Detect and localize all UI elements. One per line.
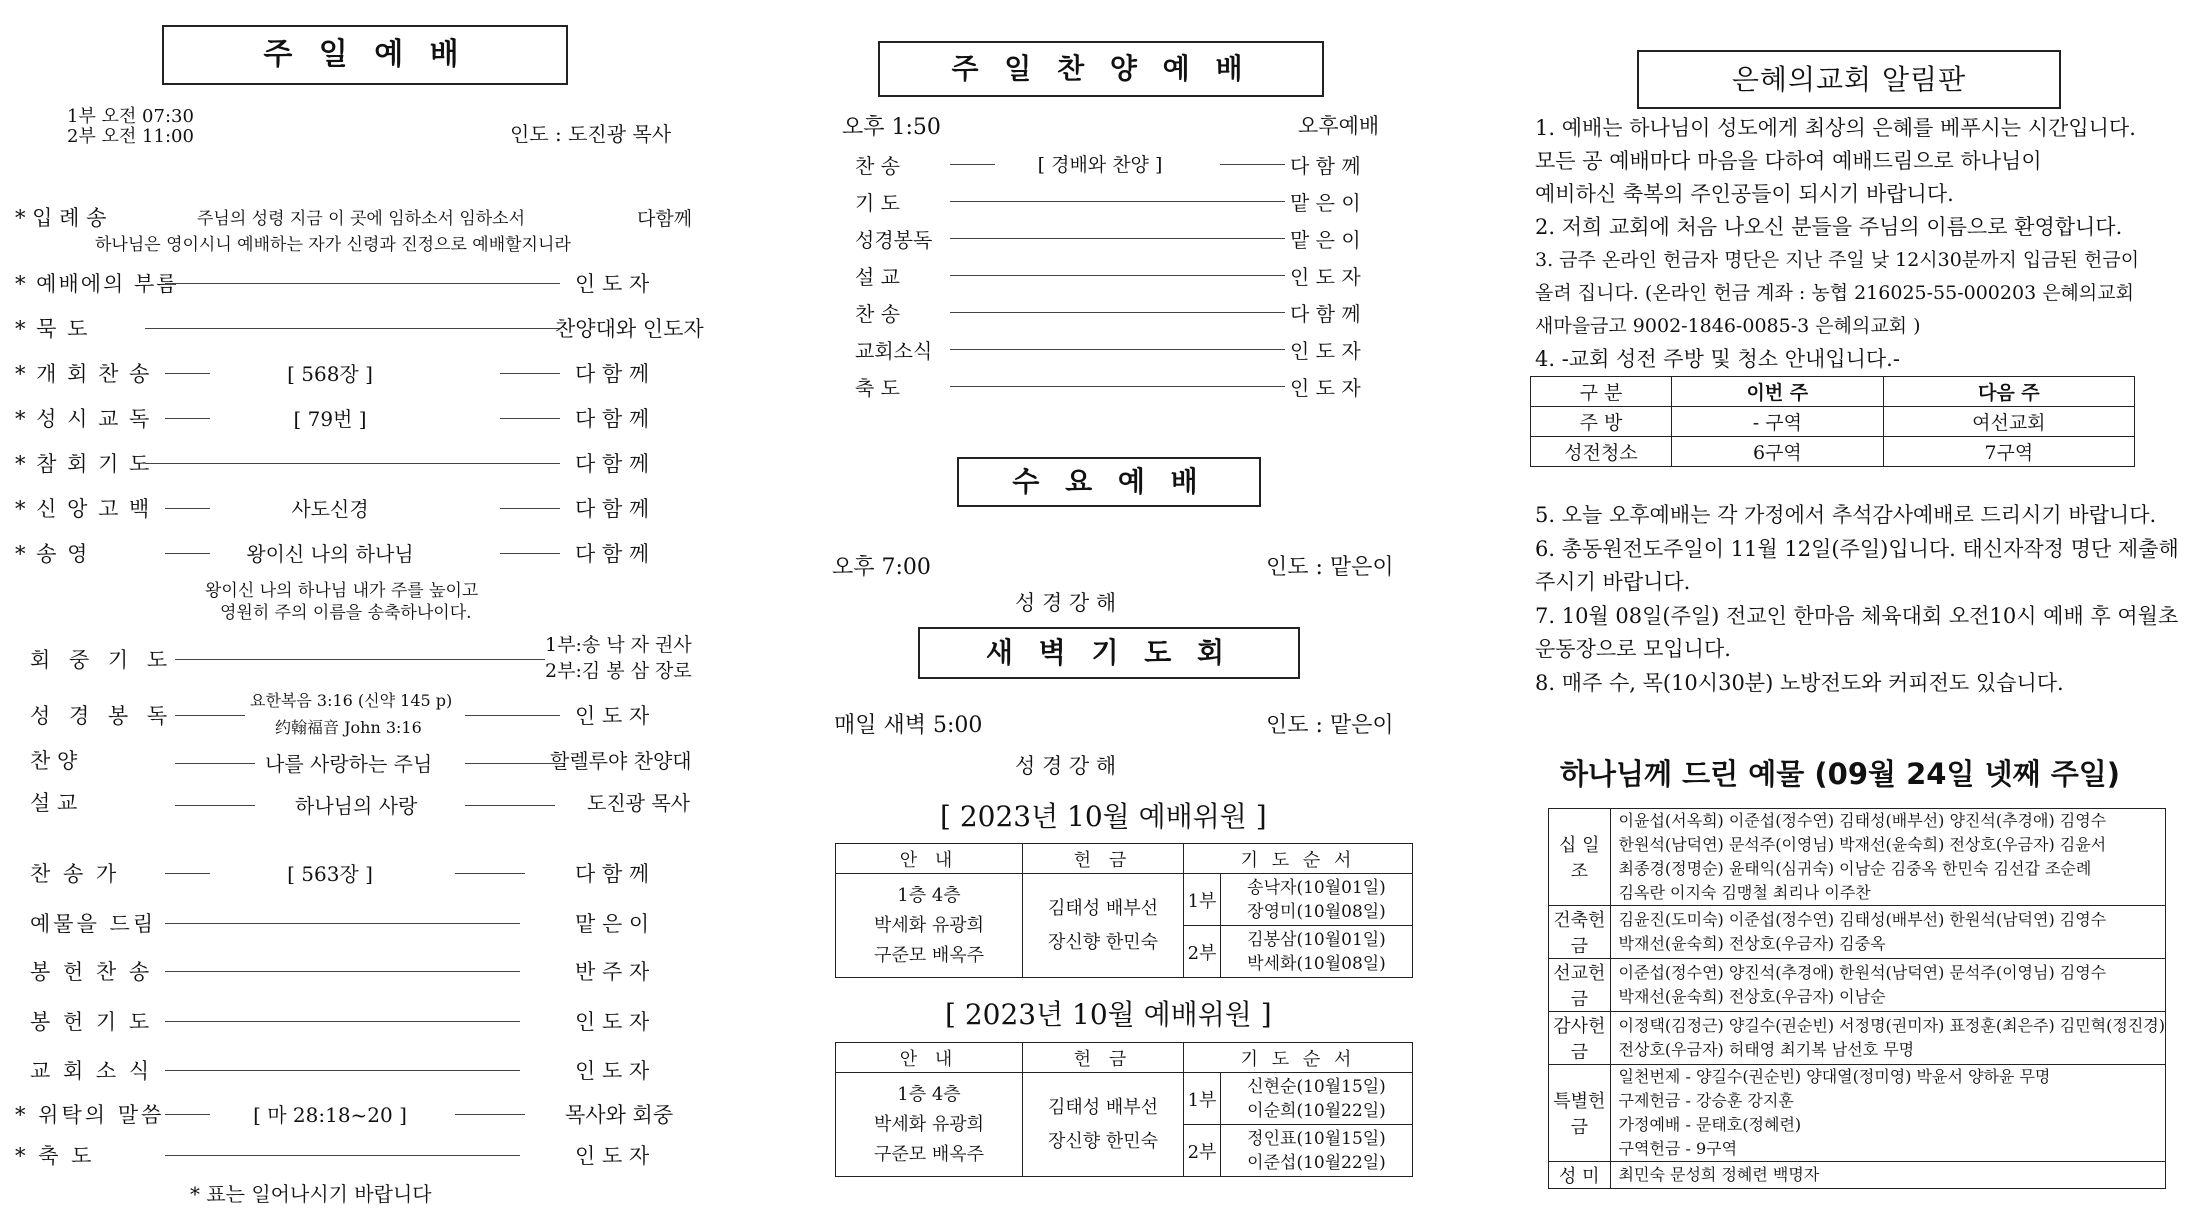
prayer-line: [175, 659, 545, 660]
order2-right: 반 주 자: [575, 960, 650, 984]
praise-label: 찬 양: [30, 749, 78, 773]
order2-right: 인 도 자: [575, 1010, 650, 1034]
committee-table: [835, 843, 1413, 978]
entry-subtext: 하나님은 영이시니 예배하는 자가 신령과 진정으로 예배할지니라: [95, 235, 571, 255]
guide-cell: [836, 1073, 1023, 1177]
prayer-part1: 1부: [1184, 1073, 1221, 1125]
order-line-left: [165, 553, 210, 554]
h-guide: 안 내: [836, 1043, 1023, 1073]
offering-line: 일천번제 - 양길수(권순빈) 양대열(정미영) 박윤서 양하윤 무명: [1618, 1067, 2051, 1086]
order-line-right: [500, 553, 560, 554]
committee-title-1: [ 2023년 10월 예배위원 ]: [940, 800, 1267, 833]
praise-time: 오후 1:50: [842, 115, 941, 140]
notice-line: 7. 10월 08일(주일) 전교인 한마음 체육대회 오전10시 예배 후 여월초: [1535, 603, 2179, 628]
order-label: * 송 영: [15, 542, 90, 566]
order2-line: [165, 1155, 520, 1156]
h-prayer: 기 도 순 서: [1184, 844, 1413, 874]
guide-names-2: 구준모 배옥주: [873, 944, 985, 966]
reading-line-left: [175, 715, 245, 716]
guide-floors: 1층 4층: [897, 1083, 961, 1105]
order-line-left: [165, 508, 210, 509]
praise-title: 나를 사랑하는 주님: [265, 752, 433, 776]
order2-line: [165, 1021, 520, 1022]
clean-r1c1: - 구역: [1672, 407, 1884, 437]
praise-item-label: 기 도: [855, 191, 900, 215]
sermon-line-right: [465, 805, 555, 806]
order2-line: [165, 971, 520, 972]
h-offer: 헌 금: [1023, 1043, 1184, 1073]
order-line: [145, 328, 560, 329]
praise-item-label: 설 교: [855, 265, 900, 289]
wednesday-subject: 성 경 강 해: [1015, 591, 1117, 615]
order2-label: 교 회 소 식: [30, 1059, 153, 1083]
dawn-subject: 성 경 강 해: [1015, 754, 1117, 778]
cleaning-table: [1530, 376, 2135, 467]
prayer-part2-names: [1221, 1125, 1413, 1177]
guide-cell: [836, 874, 1023, 978]
order-label: * 묵 도: [15, 317, 90, 341]
praise-item-mid: [ 경배와 찬양 ]: [1037, 154, 1163, 176]
prayer-first: 1부:송 낙 자 권사: [545, 634, 692, 656]
guide-names-1: 박세화 유광희: [873, 914, 985, 936]
notice-column: [1530, 0, 2190, 1229]
offer-names-1: 김태성 배부선: [1047, 1096, 1159, 1118]
h-prayer: 기 도 순 서: [1184, 1043, 1413, 1073]
offering-line: 박재선(윤숙희) 전상호(우금자) 김중옥: [1618, 934, 1886, 953]
order2-right: 다 함 께: [575, 862, 650, 886]
guide-names-1: 박세화 유광희: [873, 1113, 985, 1135]
prayer-name: 송낙자(10월01일): [1247, 877, 1386, 898]
order2-line: [165, 923, 520, 924]
entry-right: 다함께: [637, 208, 693, 230]
offer-cell: [1023, 874, 1184, 978]
praise-item-label: 성경봉독: [855, 228, 933, 252]
praise-item-line: [950, 238, 1285, 239]
praise-leader: 오후예배: [1298, 114, 1380, 138]
order-right: 다 함 께: [575, 542, 650, 566]
middle-column: [820, 0, 1420, 1229]
order2-line-right: [455, 873, 525, 874]
order-line: [145, 463, 560, 464]
order2-label: 봉 헌 기 도: [30, 1010, 153, 1034]
offering-names: [1610, 959, 2165, 1012]
reading-ref: 요한복음 3:16 (신약 145 p): [250, 691, 453, 710]
offering-title: 하나님께 드린 예물 (09월 24일 넷째 주일): [1560, 757, 2120, 791]
prayer-label: 회 중 기 도: [30, 648, 174, 672]
order2-line-left: [165, 873, 210, 874]
prayer-part2: 2부: [1184, 1125, 1221, 1177]
praise-item-right: 맡 은 이: [1290, 228, 1361, 252]
order-right: 다 함 께: [575, 362, 650, 386]
order-right: 다 함 께: [575, 452, 650, 476]
prayer-part1-names: [1221, 1073, 1413, 1125]
sermon-label: 설 교: [30, 791, 78, 815]
clean-r1c2: 여선교회: [1883, 407, 2134, 437]
offering-line: 최종경(정명순) 윤태익(심귀숙) 이남순 김중옥 한민숙 김선갑 조순례: [1618, 859, 2092, 878]
doxology-line2: 영원히 주의 이름을 송축하나이다.: [220, 603, 472, 623]
time-first: 1부 오전 07:30: [67, 106, 194, 127]
sunday-title: 주 일 예 배: [162, 25, 568, 85]
praise-item-line: [950, 312, 1285, 313]
clean-h2: 다음 주: [1883, 377, 2134, 407]
entry-label: * 입 례 송: [15, 206, 107, 230]
order-line-right: [500, 373, 560, 374]
praise-item-right: 다 함 께: [1290, 154, 1361, 178]
notice-line: 3. 금주 온라인 헌금자 명단은 지난 주일 낮 12시30분까지 입금된 헌금이: [1535, 249, 2140, 271]
clean-r2c1: 6구역: [1672, 437, 1884, 467]
prayer-part1-names: [1221, 874, 1413, 926]
notice-title: 은혜의교회 알림판: [1637, 50, 2061, 109]
committee-table: [835, 1042, 1413, 1177]
prayer-part2-names: [1221, 926, 1413, 978]
notice-line: 6. 총동원전도주일이 11월 12일(주일)입니다. 태신자작정 명단 제출해: [1535, 536, 2179, 561]
wednesday-leader: 인도 : 맡은이: [1266, 555, 1394, 580]
offering-line: 구제헌금 - 강승훈 강지훈: [1618, 1091, 1794, 1110]
praise-item-label: 축 도: [855, 376, 900, 400]
order2-label: 봉 헌 찬 송: [30, 960, 153, 984]
praise-item-label: 찬 송: [855, 154, 900, 178]
offer-cell: [1023, 1073, 1184, 1177]
clean-r1c0: 주 방: [1531, 407, 1672, 437]
praise-service-title: 주 일 찬 양 예 배: [878, 41, 1324, 97]
order-label: * 예배에의 부름: [15, 272, 179, 296]
order2-line-left: [165, 1114, 210, 1115]
offering-line: 최민숙 문성희 정혜련 백명자: [1618, 1165, 1820, 1184]
praise-item-line-r: [1220, 164, 1285, 165]
notice-line: 운동장으로 모입니다.: [1535, 637, 1731, 661]
praise-right: 할렐루야 찬양대: [550, 749, 692, 773]
notice-line: 올려 집니다. (온라인 헌금 계좌 : 농협 216025-55-000203 은혜의교회: [1535, 282, 2134, 304]
offering-names: [1610, 1162, 2165, 1189]
dawn-time: 매일 새벽 5:00: [834, 713, 983, 738]
praise-item-line: [950, 201, 1285, 202]
order-right: 찬양대와 인도자: [555, 317, 704, 341]
offering-category: 건축헌금: [1549, 906, 1611, 959]
offering-line: 김옥란 이지숙 김맹철 최리나 이주찬: [1618, 883, 1871, 902]
offering-line: 이준섭(정수연) 양진석(추경애) 한원석(남덕연) 문석주(이영님) 김영수: [1618, 963, 2107, 982]
prayer-name: 이순희(10월22일): [1247, 1100, 1386, 1121]
dawn-leader: 인도 : 맡은이: [1266, 713, 1394, 738]
sermon-right: 도진광 목사: [587, 791, 690, 815]
offering-line: 한원석(남덕연) 문석주(이영님) 박재선(윤숙희) 전상호(우금자) 김윤서: [1618, 835, 2107, 854]
offering-category: 감사헌금: [1549, 1012, 1611, 1065]
offering-line: 김윤진(도미숙) 이준섭(정수연) 김태성(배부선) 한원석(남덕연) 김영수: [1618, 910, 2107, 929]
order-right: 인 도 자: [575, 272, 650, 296]
order-label: * 참 회 기 도: [15, 452, 152, 476]
order2-right: 목사와 회중: [565, 1103, 674, 1127]
notice-line: 예비하신 축복의 주인공들이 되시기 바랍니다.: [1535, 182, 1954, 206]
prayer-part2: 2부: [1184, 926, 1221, 978]
notice-line: 8. 매주 수, 목(10시30분) 노방전도와 커피전도 있습니다.: [1535, 670, 2064, 695]
guide-floors: 1층 4층: [897, 884, 961, 906]
offering-category: 특별헌금: [1549, 1065, 1611, 1162]
offering-line: 박재선(윤숙희) 전상호(우금자) 이남순: [1618, 987, 1886, 1006]
wednesday-time: 오후 7:00: [832, 555, 931, 580]
guide-names-2: 구준모 배옥주: [873, 1143, 985, 1165]
offering-names: [1610, 809, 2165, 906]
prayer-second: 2부:김 봉 삼 장로: [545, 660, 692, 682]
praise-item-line: [950, 164, 995, 165]
praise-item-right: 맡 은 이: [1290, 191, 1361, 215]
clean-h1: 이번 주: [1672, 377, 1884, 407]
leader: 인도 : 도진광 목사: [510, 122, 672, 146]
prayer-name: 김봉삼(10월01일): [1247, 929, 1386, 950]
praise-item-right: 인 도 자: [1290, 376, 1361, 400]
order-line-right: [500, 418, 560, 419]
order-line-right: [500, 508, 560, 509]
order2-right: 인 도 자: [575, 1144, 650, 1168]
offering-grid: [1548, 808, 2166, 1189]
reading-ref-cn: 约翰福音 John 3:16: [275, 718, 422, 737]
order2-label: 찬 송 가: [30, 862, 120, 886]
order-mid: 왕이신 나의 하나님: [246, 542, 414, 566]
order-right: 다 함 께: [575, 407, 650, 431]
order2-mid: [ 마 28:18~20 ]: [253, 1103, 407, 1127]
sunday-worship-column: [15, 0, 704, 1229]
prayer-part1: 1부: [1184, 874, 1221, 926]
prayer-name: 정인표(10월15일): [1247, 1128, 1386, 1149]
order2-line-right: [455, 1114, 525, 1115]
prayer-name: 박세화(10월08일): [1247, 953, 1386, 974]
notice-line: 1. 예배는 하나님이 성도에게 최상의 은혜를 베푸시는 시간입니다.: [1535, 116, 2136, 140]
order2-label: * 위탁의 말씀: [15, 1103, 165, 1127]
committee-title-2: [ 2023년 10월 예배위원 ]: [945, 998, 1272, 1031]
notice-line: 4. -교회 성전 주방 및 청소 안내입니다.-: [1535, 347, 1900, 371]
clean-r2c0: 성전청소: [1531, 437, 1672, 467]
order-line-left: [165, 418, 210, 419]
dawn-title: 새 벽 기 도 회: [918, 627, 1300, 679]
notice-line: 5. 오늘 오후예배는 각 가정에서 추석감사예배로 드리시기 바랍니다.: [1535, 503, 2157, 527]
order2-mid: [ 563장 ]: [287, 862, 373, 886]
prayer-name: 이준섭(10월22일): [1247, 1152, 1386, 1173]
order-label: * 신 앙 고 백: [15, 497, 152, 521]
order2-right: 인 도 자: [575, 1059, 650, 1083]
reading-right: 인 도 자: [575, 704, 650, 728]
order-label: * 개 회 찬 송: [15, 362, 152, 386]
order2-label: * 축 도: [15, 1144, 95, 1168]
order2-label: 예물을 드림: [30, 912, 157, 936]
praise-item-right: 인 도 자: [1290, 265, 1361, 289]
offering-line: 전상호(우금자) 허태영 최기복 남선호 무명: [1618, 1040, 1915, 1059]
offering-line: 구역헌금 - 9구역: [1618, 1139, 1738, 1158]
offering-names: [1610, 1065, 2165, 1162]
h-guide: 안 내: [836, 844, 1023, 874]
order-label: * 성 시 교 독: [15, 407, 152, 431]
prayer-name: 신현순(10월15일): [1247, 1076, 1386, 1097]
praise-item-line: [950, 386, 1285, 387]
clean-h0: 구 분: [1531, 377, 1672, 407]
prayer-name: 장영미(10월08일): [1247, 901, 1386, 922]
notice-line: 모든 공 예배마다 마음을 다하여 예배드림으로 하나님이: [1535, 149, 2042, 173]
praise-item-line: [950, 349, 1285, 350]
reading-line-right: [465, 715, 560, 716]
order-line: [165, 283, 560, 284]
notice-line: 주시기 바랍니다.: [1535, 570, 1691, 594]
reading-label: 성 경 봉 독: [30, 704, 174, 728]
sermon-line-left: [175, 805, 255, 806]
praise-item-label: 교회소식: [855, 339, 933, 363]
order-mid: [ 79번 ]: [293, 407, 367, 431]
entry-song: 주님의 성령 지금 이 곳에 임하소서 임하소서: [197, 209, 526, 229]
notice-line: 새마을금고 9002-1846-0085-3 은혜의교회 ): [1535, 315, 1921, 337]
doxology-line1: 왕이신 나의 하나님 내가 주를 높이고: [205, 581, 479, 601]
order-right: 다 함 께: [575, 497, 650, 521]
h-offer: 헌 금: [1023, 844, 1184, 874]
praise-item-right: 다 함 께: [1290, 302, 1361, 326]
offer-names-2: 장신향 한민숙: [1047, 1130, 1159, 1152]
notice-line: 2. 저희 교회에 처음 나오신 분들을 주님의 이름으로 환영합니다.: [1535, 215, 2123, 239]
order2-line: [165, 1070, 520, 1071]
praise-item-label: 찬 송: [855, 302, 900, 326]
offer-names-1: 김태성 배부선: [1047, 897, 1159, 919]
order2-right: 맡 은 이: [575, 912, 650, 936]
praise-item-line: [950, 275, 1285, 276]
offering-names: [1610, 906, 2165, 959]
praise-line-right: [465, 763, 555, 764]
offering-line: 이윤섭(서옥희) 이준섭(정수연) 김태성(배부선) 양진석(추경애) 김영수: [1618, 811, 2107, 830]
praise-line-left: [175, 763, 255, 764]
sermon-title: 하나님의 사랑: [295, 794, 418, 818]
clean-r2c2: 7구역: [1883, 437, 2134, 467]
time-second: 2부 오전 11:00: [67, 126, 194, 147]
offering-category: 선교헌금: [1549, 959, 1611, 1012]
offering-names: [1610, 1012, 2165, 1065]
offer-names-2: 장신향 한민숙: [1047, 931, 1159, 953]
order-mid: 사도신경: [291, 497, 369, 521]
offering-category: 십 일 조: [1549, 809, 1611, 906]
order-mid: [ 568장 ]: [287, 362, 373, 386]
wednesday-title: 수 요 예 배: [957, 457, 1261, 507]
offering-line: 이정택(김정근) 양길수(권순빈) 서정명(권미자) 표정훈(최은주) 김민혁(정진경): [1618, 1016, 2165, 1035]
offering-category: 성 미: [1549, 1162, 1611, 1189]
offering-line: 가정예배 - 문태호(정혜련): [1618, 1115, 1802, 1134]
praise-item-right: 인 도 자: [1290, 339, 1361, 363]
footnote: * 표는 일어나시기 바랍니다: [190, 1182, 432, 1206]
order-line-left: [165, 373, 210, 374]
